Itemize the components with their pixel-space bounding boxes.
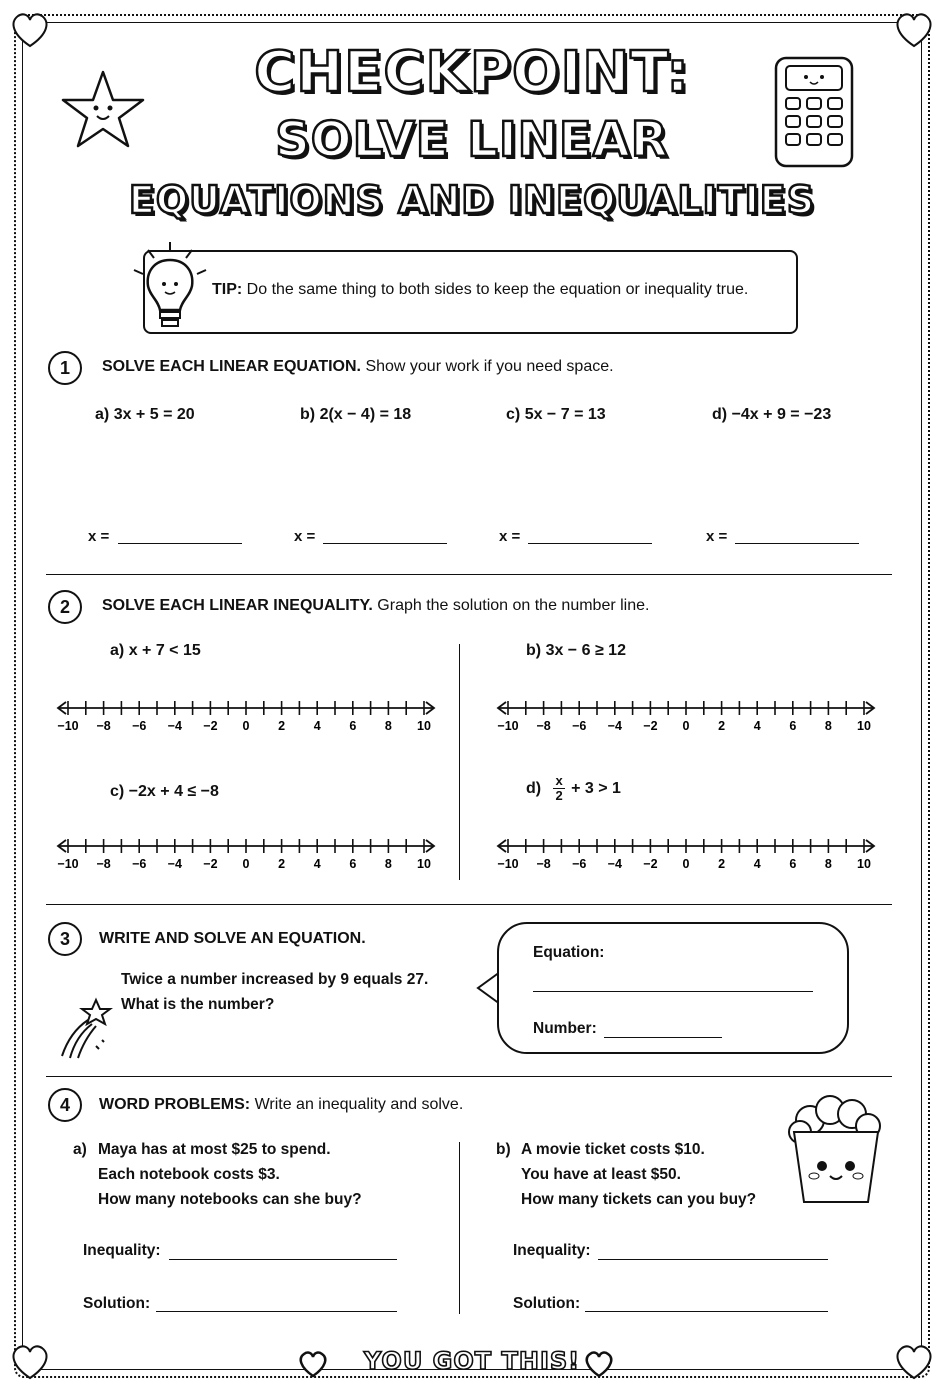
eq-problem-c bbox=[506, 406, 606, 424]
section-2-heading bbox=[102, 597, 649, 615]
tip-body: Do the same thing to both sides to keep the equation or inequality true. bbox=[246, 281, 749, 298]
section-4-number: 4 bbox=[48, 1088, 82, 1122]
solution-label-a: Solution: bbox=[83, 1295, 151, 1312]
inequality-label-b: Inequality: bbox=[513, 1242, 591, 1259]
eq-label: d) bbox=[712, 406, 728, 423]
ineq-problem-d bbox=[526, 774, 621, 803]
ineq-problem-b bbox=[526, 642, 626, 660]
tick-label: 2 bbox=[278, 719, 286, 733]
ineq-expr: 3x − 6 ≥ 12 bbox=[545, 642, 626, 659]
tick-label: 8 bbox=[384, 857, 392, 871]
tick-label: 2 bbox=[718, 719, 726, 733]
tick-label: −2 bbox=[203, 857, 218, 871]
tick-label: 10 bbox=[417, 857, 431, 871]
eq-problem-d bbox=[712, 406, 831, 424]
ineq-problem-a bbox=[110, 642, 201, 660]
word-problem-line: A movie ticket costs $10. bbox=[521, 1141, 705, 1158]
tick-label: 0 bbox=[242, 719, 250, 733]
tick-label: −10 bbox=[497, 857, 519, 871]
tick-label: −2 bbox=[643, 719, 658, 733]
tick-label: −10 bbox=[497, 719, 519, 733]
word-problem-b-label: b) bbox=[496, 1141, 511, 1158]
solution-label-b: Solution: bbox=[513, 1295, 581, 1312]
tip-text bbox=[212, 281, 748, 299]
eq-label: c) bbox=[506, 406, 521, 423]
ineq-label: d) bbox=[526, 779, 542, 797]
number-line-c[interactable] bbox=[54, 834, 438, 874]
section-1-heading bbox=[102, 358, 614, 376]
answer-blank-b[interactable] bbox=[323, 543, 447, 544]
tick-label: 4 bbox=[313, 719, 321, 733]
ineq-label: a) bbox=[110, 642, 125, 659]
ineq-label: c) bbox=[110, 783, 125, 800]
title-line-1: CHECKPOINT: bbox=[254, 40, 690, 105]
number-line-d[interactable] bbox=[494, 834, 878, 874]
tick-label: 6 bbox=[349, 719, 357, 733]
column-divider bbox=[459, 1142, 460, 1314]
section-divider bbox=[46, 574, 892, 575]
section-2-title: SOLVE EACH LINEAR INEQUALITY. bbox=[102, 597, 373, 614]
section-2-number: 2 bbox=[48, 590, 82, 624]
tick-label: 8 bbox=[824, 857, 832, 871]
equation-label: Equation: bbox=[533, 944, 605, 961]
tick-label: 2 bbox=[278, 857, 286, 871]
number-line-b[interactable] bbox=[494, 696, 878, 736]
equation-blank[interactable] bbox=[533, 991, 813, 992]
answer-label-b: x = bbox=[294, 528, 316, 545]
section-3-prompt-1: Twice a number increased by 9 equals 27. bbox=[121, 971, 429, 988]
answer-label-a: x = bbox=[88, 528, 110, 545]
answer-blank-a[interactable] bbox=[118, 543, 242, 544]
section-1-number: 1 bbox=[48, 351, 82, 385]
word-problem-a bbox=[98, 1137, 362, 1212]
ineq-expr: −2x + 4 ≤ −8 bbox=[128, 783, 219, 800]
answer-label-c: x = bbox=[499, 528, 521, 545]
number-line-a[interactable] bbox=[54, 696, 438, 736]
tick-label: 4 bbox=[753, 857, 761, 871]
tick-label: −8 bbox=[96, 719, 111, 733]
eq-expr: 2(x − 4) = 18 bbox=[319, 406, 412, 423]
solution-blank-b[interactable] bbox=[585, 1311, 828, 1312]
fraction-numerator: x bbox=[555, 773, 563, 788]
tick-label: 6 bbox=[349, 857, 357, 871]
tick-label: 8 bbox=[824, 719, 832, 733]
section-3-title: WRITE AND SOLVE AN EQUATION. bbox=[99, 930, 366, 947]
inequality-blank-a[interactable] bbox=[169, 1259, 397, 1260]
tick-label: 4 bbox=[753, 719, 761, 733]
ineq-label: b) bbox=[526, 642, 542, 659]
tick-label: −6 bbox=[572, 857, 587, 871]
word-problem-line: How many notebooks can she buy? bbox=[98, 1191, 362, 1208]
eq-expr: 3x + 5 = 20 bbox=[113, 406, 195, 423]
section-divider bbox=[46, 1076, 892, 1077]
tick-label: −2 bbox=[203, 719, 218, 733]
star-icon bbox=[55, 62, 155, 152]
ineq-expr: x + 7 < 15 bbox=[128, 642, 201, 659]
tick-label: −4 bbox=[167, 857, 182, 871]
tick-label: 0 bbox=[242, 857, 250, 871]
column-divider bbox=[459, 644, 460, 880]
tick-label: 0 bbox=[682, 719, 690, 733]
tick-label: −8 bbox=[536, 719, 551, 733]
eq-label: a) bbox=[95, 406, 110, 423]
popcorn-icon bbox=[780, 1090, 892, 1220]
tick-label: 10 bbox=[417, 719, 431, 733]
tick-label: 8 bbox=[384, 719, 392, 733]
section-3-prompt-2: What is the number? bbox=[121, 996, 275, 1013]
tick-label: −2 bbox=[643, 857, 658, 871]
tick-label: 0 bbox=[682, 857, 690, 871]
eq-expr: 5x − 7 = 13 bbox=[524, 406, 606, 423]
title-line-2: SOLVE LINEAR bbox=[275, 112, 669, 168]
section-4-title: WORD PROBLEMS: bbox=[99, 1096, 251, 1113]
eq-label: b) bbox=[300, 406, 316, 423]
answer-blank-c[interactable] bbox=[528, 543, 652, 544]
number-blank[interactable] bbox=[604, 1037, 722, 1038]
tick-label: −10 bbox=[57, 719, 79, 733]
word-problem-b bbox=[521, 1137, 756, 1212]
word-problem-line: How many tickets can you buy? bbox=[521, 1191, 757, 1208]
tip-label: TIP: bbox=[212, 281, 243, 298]
tick-label: −6 bbox=[132, 719, 147, 733]
ineq-problem-c bbox=[110, 783, 219, 801]
tick-label: −4 bbox=[607, 857, 622, 871]
solution-blank-a[interactable] bbox=[156, 1311, 397, 1312]
tick-label: 10 bbox=[857, 857, 871, 871]
eq-problem-b bbox=[300, 406, 411, 424]
tick-label: −4 bbox=[167, 719, 182, 733]
tick-label: 4 bbox=[313, 857, 321, 871]
footer-message: YOU GOT THIS! bbox=[363, 1347, 581, 1375]
lightbulb-icon bbox=[130, 236, 210, 336]
tick-label: −8 bbox=[536, 857, 551, 871]
tick-label: −6 bbox=[132, 857, 147, 871]
section-3-number: 3 bbox=[48, 922, 82, 956]
answer-blank-d[interactable] bbox=[735, 543, 859, 544]
section-1-instruction: Show your work if you need space. bbox=[365, 358, 614, 375]
section-4-instruction: Write an inequality and solve. bbox=[254, 1096, 464, 1113]
tick-label: −10 bbox=[57, 857, 79, 871]
tick-label: −8 bbox=[96, 857, 111, 871]
answer-label-d: x = bbox=[706, 528, 728, 545]
title-line-3: EQUATIONS AND INEQUALITIES bbox=[128, 178, 816, 222]
inequality-blank-b[interactable] bbox=[598, 1259, 828, 1260]
section-2-instruction: Graph the solution on the number line. bbox=[377, 597, 650, 614]
number-label: Number: bbox=[533, 1020, 597, 1037]
calculator-icon bbox=[770, 52, 860, 172]
fraction-denominator: 2 bbox=[553, 788, 565, 803]
eq-expr: −4x + 9 = −23 bbox=[731, 406, 832, 423]
tick-label: −6 bbox=[572, 719, 587, 733]
tick-label: 10 bbox=[857, 719, 871, 733]
word-problem-line: You have at least $50. bbox=[521, 1166, 681, 1183]
section-3-heading bbox=[99, 930, 366, 948]
tick-label: 6 bbox=[789, 857, 797, 871]
fraction bbox=[553, 774, 565, 803]
tick-label: 2 bbox=[718, 857, 726, 871]
eq-problem-a bbox=[95, 406, 195, 424]
tick-label: 6 bbox=[789, 719, 797, 733]
inequality-label-a: Inequality: bbox=[83, 1242, 161, 1259]
section-4-heading bbox=[99, 1096, 463, 1114]
tick-label: −4 bbox=[607, 719, 622, 733]
section-1-title: SOLVE EACH LINEAR EQUATION. bbox=[102, 358, 361, 375]
word-problem-line: Each notebook costs $3. bbox=[98, 1166, 280, 1183]
word-problem-a-label: a) bbox=[73, 1141, 87, 1158]
word-problem-line: Maya has at most $25 to spend. bbox=[98, 1141, 331, 1158]
section-divider bbox=[46, 904, 892, 905]
shooting-star-icon bbox=[56, 996, 120, 1064]
ineq-expr: + 3 > 1 bbox=[571, 779, 621, 797]
